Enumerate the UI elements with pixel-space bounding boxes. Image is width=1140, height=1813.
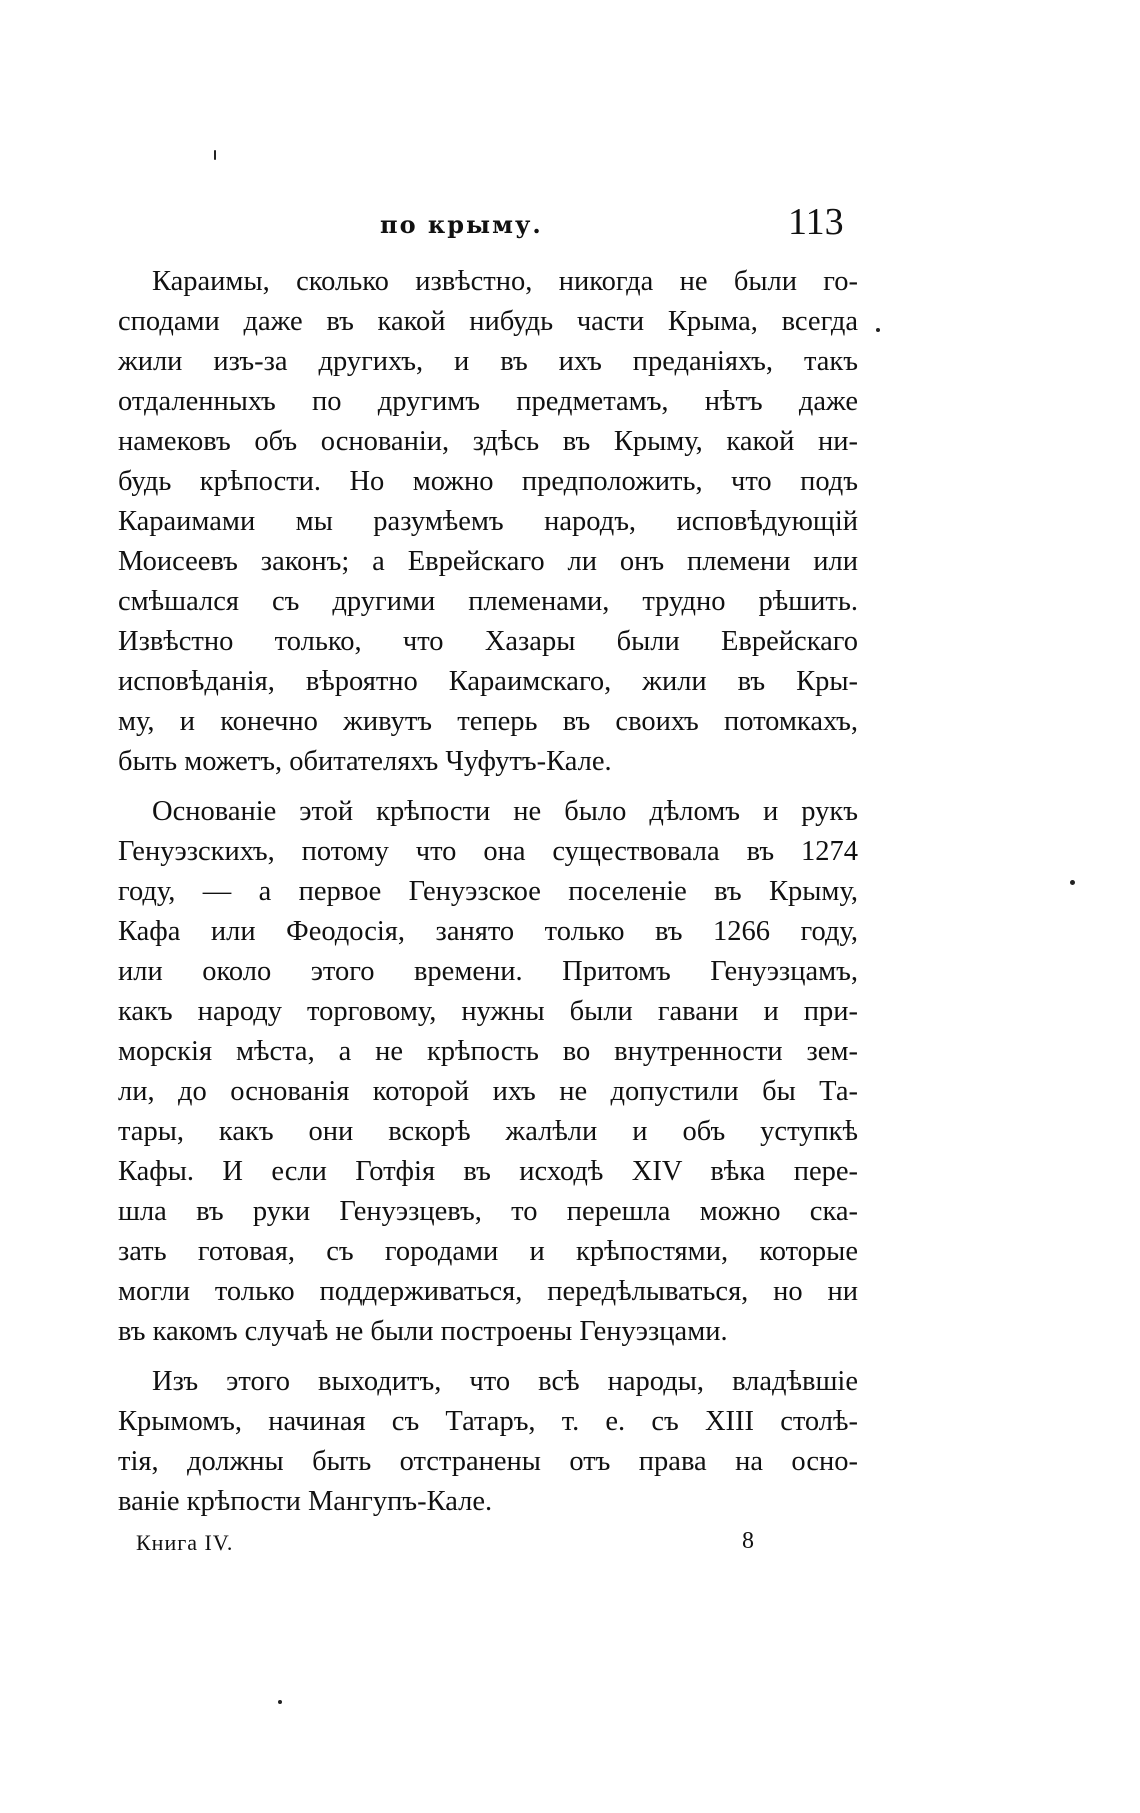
text-line: ваніе крѣпости Мангупъ-Кале.	[118, 1486, 493, 1517]
text-line: Караимами мы разумѣемъ народъ, исповѣдующій	[118, 506, 858, 537]
text-line: Кафа или Феодосія, занято только въ 1266 году,	[118, 916, 858, 947]
text-line: будь крѣпости. Но можно предположить, что подъ	[118, 466, 858, 497]
text-line: году, — а первое Генуэзское поселеніе въ Крыму,	[118, 876, 858, 907]
text-line: Моисеевъ законъ; а Еврейскаго ли онъ племени или	[118, 546, 858, 577]
text-line: шла въ руки Генуэзцевъ, то перешла можно ска-	[118, 1196, 858, 1227]
text-line: Изъ этого выходитъ, что всѣ народы, владѣвшіе	[152, 1366, 858, 1397]
text-line: Основаніе этой крѣпости не было дѣломъ и рукъ	[152, 796, 858, 827]
text-line: могли только поддерживаться, передѣлываться, но ни	[118, 1276, 858, 1307]
text-line: морскія мѣста, а не крѣпость во внутренности зем-	[118, 1036, 858, 1067]
text-line: Караимы, сколько извѣстно, никогда не были го-	[152, 266, 858, 297]
paragraph-2	[118, 792, 858, 1352]
text-line: зать готовая, съ городами и крѣпостями, которые	[118, 1236, 858, 1267]
text-line: му, и конечно живутъ теперь въ своихъ потомкахъ,	[118, 706, 858, 737]
paragraph-3	[118, 1362, 858, 1522]
text-line: Кафы. И если Готфія въ исходѣ XIV вѣка пере-	[118, 1156, 858, 1187]
text-line: Крымомъ, начиная съ Татаръ, т. е. съ XIII столѣ-	[118, 1406, 858, 1437]
text-line: въ какомъ случаѣ не были построены Генуэзцами.	[118, 1316, 728, 1347]
text-line: тія, должны быть отстранены отъ права на осно-	[118, 1446, 858, 1477]
text-line: ли, до основанія которой ихъ не допустили бы Та-	[118, 1076, 858, 1107]
scan-speck	[214, 150, 216, 160]
running-head: по крыму.	[380, 210, 543, 239]
scan-speck	[1070, 880, 1075, 885]
printer-signature: Книга IV.	[136, 1530, 234, 1555]
text-line: какъ народу торговому, нужны были гавани и при-	[118, 996, 858, 1027]
scan-speck	[278, 1700, 282, 1704]
text-line: жили изъ-за другихъ, и въ ихъ преданіяхъ, такъ	[118, 346, 858, 377]
text-line: намековъ объ основаніи, здѣсь въ Крыму, какой ни-	[118, 426, 858, 457]
body-text	[118, 262, 858, 1522]
scan-speck	[876, 328, 880, 332]
text-line: быть можетъ, обитателяхъ Чуфутъ-Кале.	[118, 746, 612, 777]
text-line: или около этого времени. Притомъ Генуэзцамъ,	[118, 956, 858, 987]
text-line: Генуэзскихъ, потому что она существовала въ 1274	[118, 836, 858, 867]
paragraph-1	[118, 262, 858, 782]
text-line: отдаленныхъ по другимъ предметамъ, нѣтъ даже	[118, 386, 858, 417]
text-line: исповѣданія, вѣроятно Караимскаго, жили въ Кры-	[118, 666, 858, 697]
page-number: 113	[788, 201, 844, 243]
text-line: сподами даже въ какой нибудь части Крыма, всегда	[118, 306, 858, 337]
signature-mark: 8	[742, 1528, 754, 1554]
text-line: тары, какъ они вскорѣ жалѣли и объ уступкѣ	[118, 1116, 858, 1147]
text-line: смѣшался съ другими племенами, трудно рѣшить.	[118, 586, 858, 617]
text-line: Извѣстно только, что Хазары были Еврейскаго	[118, 626, 858, 657]
